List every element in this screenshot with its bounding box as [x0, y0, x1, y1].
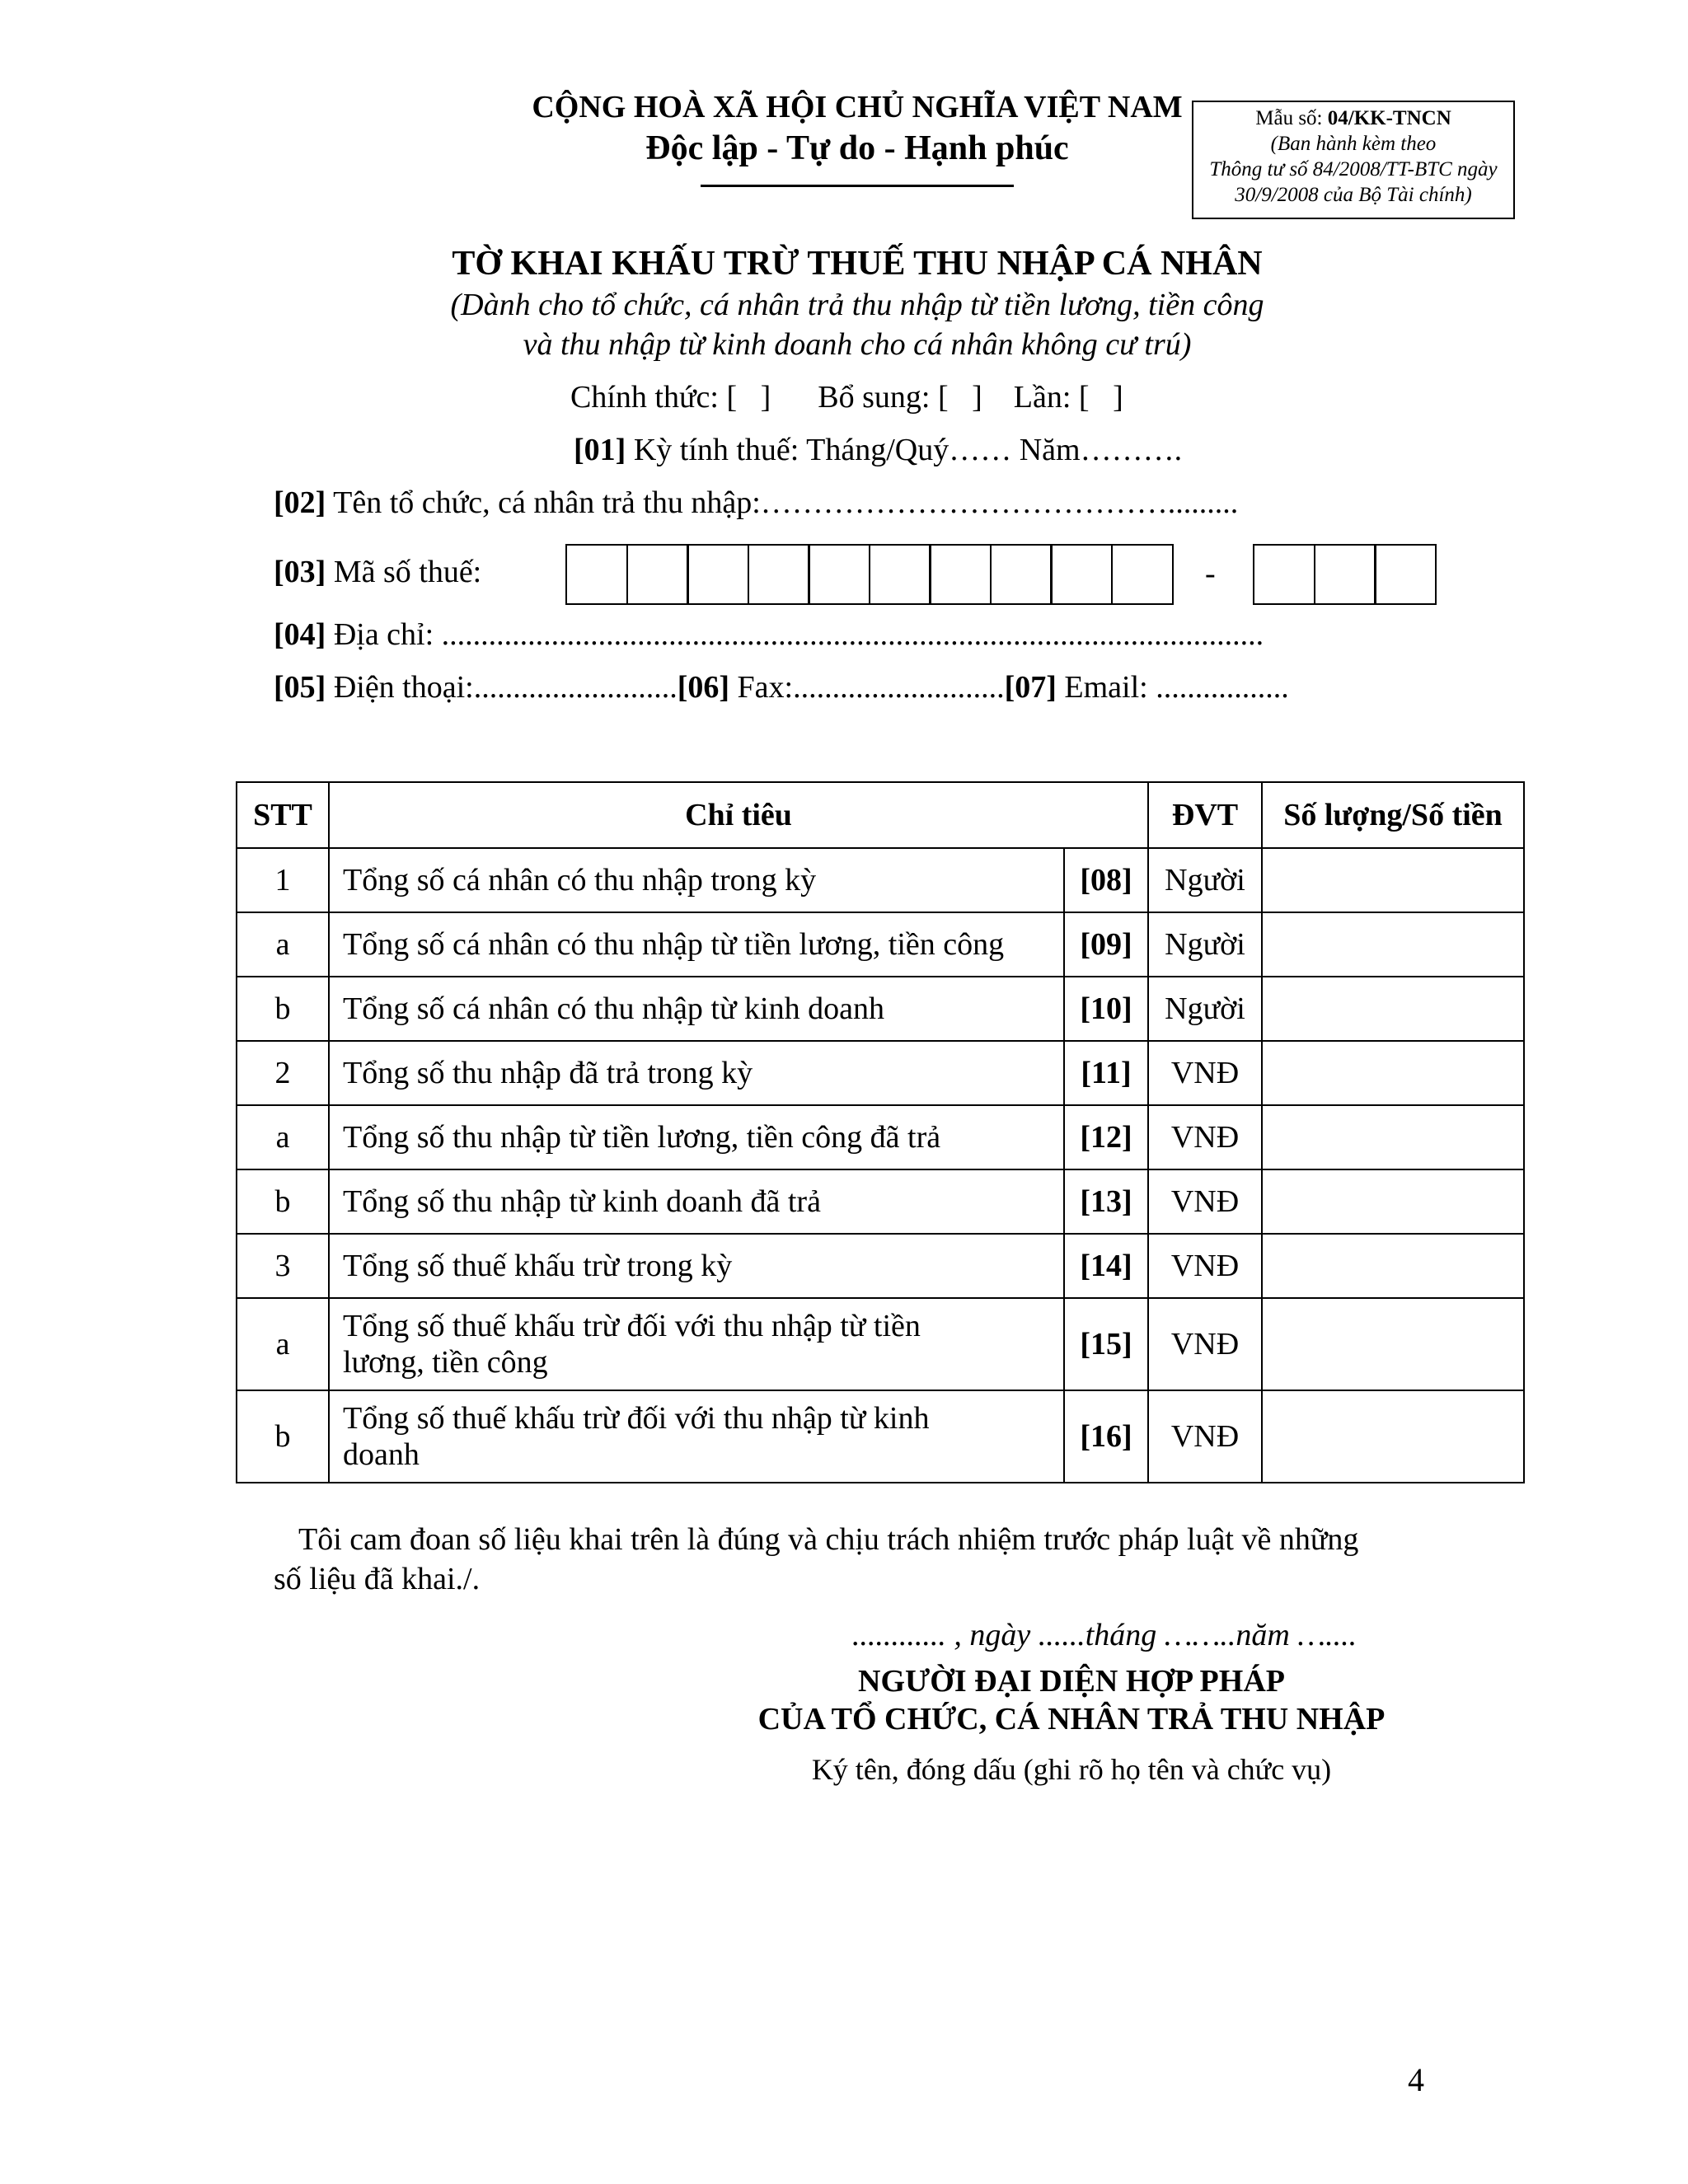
form-code-line — [1193, 105, 1513, 131]
row-code: [13] — [1064, 1169, 1148, 1234]
fax-field[interactable]: Fax:........................... — [729, 670, 1005, 705]
table-row — [237, 848, 1524, 912]
header-underline — [701, 185, 1014, 187]
column-header-amount: Số lượng/Số tiền — [1262, 782, 1524, 848]
nation-line-1: CỘNG HOÀ XÃ HỘI CHỦ NGHĨA VIỆT NAM — [532, 90, 1183, 124]
row-code: [12] — [1064, 1105, 1148, 1169]
row-unit: Người — [1148, 848, 1262, 912]
tax-code-branch-digit[interactable] — [1374, 544, 1437, 605]
row-value-cell[interactable] — [1262, 1105, 1524, 1169]
row-description — [329, 1390, 1064, 1483]
document-title: TỜ KHAI KHẤU TRỪ THUẾ THU NHẬP CÁ NHÂN — [452, 245, 1263, 283]
row-code: [10] — [1064, 977, 1148, 1041]
row-value-cell[interactable] — [1262, 912, 1524, 977]
email-field[interactable]: Email: ................. — [1056, 670, 1289, 705]
tax-code-separator: - — [1205, 556, 1216, 591]
tax-code-digit[interactable] — [565, 544, 628, 605]
table-header-row — [237, 782, 1524, 848]
field-code: [06] — [677, 670, 730, 705]
field-label: Kỳ tính thuế: Tháng/Quý…… Năm………. — [626, 433, 1183, 467]
form-issued-line: (Ban hành kèm theo — [1270, 133, 1437, 155]
column-header-indicator: Chỉ tiêu — [329, 782, 1148, 848]
field-label: Tên tổ chức, cá nhân trả thu nhập: — [326, 485, 761, 520]
table-row — [237, 1298, 1524, 1390]
field-01-tax-period[interactable] — [574, 432, 1182, 468]
contact-row — [274, 669, 1289, 705]
row-description — [329, 1298, 1064, 1390]
row-description: Tổng số thu nhập từ tiền lương, tiền công đã trả — [329, 1105, 1064, 1169]
row-stt: b — [237, 1169, 329, 1234]
row-stt: 1 — [237, 848, 329, 912]
representative-title-1: NGƯỜI ĐẠI DIỆN HỢP PHÁP — [858, 1664, 1285, 1699]
date-line[interactable]: ............ , ngày ......tháng ……..năm ….... — [851, 1618, 1357, 1652]
row-code: [08] — [1064, 848, 1148, 912]
row-unit: VNĐ — [1148, 1169, 1262, 1234]
field-04-address[interactable] — [274, 616, 1264, 653]
signature-instruction: Ký tên, đóng dấu (ghi rõ họ tên và chức vụ) — [811, 1753, 1332, 1786]
row-value-cell[interactable] — [1262, 1298, 1524, 1390]
tax-code-digit[interactable] — [808, 544, 870, 605]
tax-code-branch-digit[interactable] — [1253, 544, 1315, 605]
tax-code-digit[interactable] — [748, 544, 810, 605]
row-unit: VNĐ — [1148, 1234, 1262, 1298]
representative-title-2: CỦA TỔ CHỨC, CÁ NHÂN TRẢ THU NHẬP — [757, 1702, 1386, 1736]
row-stt: a — [237, 912, 329, 977]
declaration-line-1: Tôi cam đoan số liệu khai trên là đúng và chịu trách nhiệm trước pháp luật về những — [298, 1522, 1359, 1557]
indicators-table — [236, 781, 1525, 1483]
field-code: [05] — [274, 670, 326, 705]
phone-field[interactable]: Điện thoại:.......................... — [326, 670, 678, 705]
table-row — [237, 1041, 1524, 1105]
supplement-checkbox[interactable]: Bổ sung: [ ] — [818, 380, 982, 415]
tax-code-branch-boxes[interactable] — [1253, 544, 1437, 605]
filing-status-row — [570, 379, 1123, 415]
row-unit: Người — [1148, 912, 1262, 977]
form-code-label: Mẫu số: — [1255, 107, 1328, 129]
table-row — [237, 1390, 1524, 1483]
form-number-box — [1192, 101, 1515, 219]
form-circular-line: Thông tư số 84/2008/TT-BTC ngày — [1209, 158, 1498, 180]
field-code: [04] — [274, 617, 326, 652]
table-row — [237, 912, 1524, 977]
row-value-cell[interactable] — [1262, 1169, 1524, 1234]
row-description: Tổng số thu nhập từ kinh doanh đã trả — [329, 1169, 1064, 1234]
table-row — [237, 977, 1524, 1041]
row-code: [14] — [1064, 1234, 1148, 1298]
row-description: Tổng số thu nhập đã trả trong kỳ — [329, 1041, 1064, 1105]
row-stt: b — [237, 977, 329, 1041]
row-value-cell[interactable] — [1262, 1041, 1524, 1105]
row-description: Tổng số cá nhân có thu nhập từ tiền lương, tiền công — [329, 912, 1064, 977]
row-stt: a — [237, 1298, 329, 1390]
declaration-line-2: số liệu đã khai./. — [274, 1562, 481, 1596]
form-code: 04/KK-TNCN — [1327, 107, 1451, 129]
tax-code-digit[interactable] — [626, 544, 689, 605]
field-code: [03] — [274, 555, 326, 589]
row-unit: VNĐ — [1148, 1390, 1262, 1483]
row-description-line: Tổng số thuế khấu trừ đối với thu nhập từ tiền — [343, 1309, 921, 1343]
row-unit: VNĐ — [1148, 1298, 1262, 1390]
table-row — [237, 1169, 1524, 1234]
field-02-payer-name[interactable] — [274, 485, 1238, 521]
nation-line-2: Độc lập - Tự do - Hạnh phúc — [645, 129, 1069, 167]
field-label: Địa chỉ: ......................................................................................................... — [326, 617, 1264, 652]
row-description-line: lương, tiền công — [343, 1345, 548, 1380]
document-subtitle-2: và thu nhập từ kinh doanh cho cá nhân không cư trú) — [523, 327, 1192, 362]
row-description: Tổng số thuế khấu trừ trong kỳ — [329, 1234, 1064, 1298]
tax-code-branch-digit[interactable] — [1314, 544, 1376, 605]
row-code: [09] — [1064, 912, 1148, 977]
times-field[interactable]: Lần: [ ] — [1013, 380, 1123, 415]
tax-code-digit[interactable] — [1111, 544, 1174, 605]
row-code: [15] — [1064, 1298, 1148, 1390]
row-description: Tổng số cá nhân có thu nhập từ kinh doanh — [329, 977, 1064, 1041]
column-header-stt: STT — [237, 782, 329, 848]
field-code: [02] — [274, 485, 326, 520]
page-number: 4 — [1408, 2061, 1424, 2098]
field-03-tax-code-label — [274, 554, 481, 590]
row-stt: 3 — [237, 1234, 329, 1298]
tax-code-digit[interactable] — [869, 544, 931, 605]
field-code: [07] — [1004, 670, 1057, 705]
row-stt: 2 — [237, 1041, 329, 1105]
row-stt: b — [237, 1390, 329, 1483]
row-value-cell[interactable] — [1262, 977, 1524, 1041]
tax-code-boxes[interactable] — [565, 544, 1174, 605]
tax-code-digit[interactable] — [1050, 544, 1113, 605]
row-code: [11] — [1064, 1041, 1148, 1105]
row-unit: VNĐ — [1148, 1041, 1262, 1105]
row-value-cell[interactable] — [1262, 848, 1524, 912]
table-row — [237, 1105, 1524, 1169]
row-code: [16] — [1064, 1390, 1148, 1483]
official-checkbox[interactable]: Chính thức: [ ] — [570, 380, 771, 415]
row-unit: Người — [1148, 977, 1262, 1041]
row-unit: VNĐ — [1148, 1105, 1262, 1169]
row-value-cell[interactable] — [1262, 1390, 1524, 1483]
row-description: Tổng số cá nhân có thu nhập trong kỳ — [329, 848, 1064, 912]
row-value-cell[interactable] — [1262, 1234, 1524, 1298]
tax-code-digit[interactable] — [929, 544, 992, 605]
field-label: Mã số thuế: — [326, 555, 482, 589]
column-header-unit: ĐVT — [1148, 782, 1262, 848]
row-description-line: Tổng số thuế khấu trừ đối với thu nhập từ kinh — [343, 1401, 930, 1436]
field-fill-dots[interactable]: …………………………………......... — [760, 485, 1239, 520]
tax-code-digit[interactable] — [687, 544, 749, 605]
document-subtitle-1: (Dành cho tổ chức, cá nhân trả thu nhập từ tiền lương, tiền công — [450, 288, 1264, 322]
table-row — [237, 1234, 1524, 1298]
row-stt: a — [237, 1105, 329, 1169]
row-description-line: doanh — [343, 1437, 420, 1472]
form-ministry-line: 30/9/2008 của Bộ Tài chính) — [1235, 184, 1472, 206]
field-code: [01] — [574, 433, 626, 467]
tax-code-digit[interactable] — [990, 544, 1053, 605]
